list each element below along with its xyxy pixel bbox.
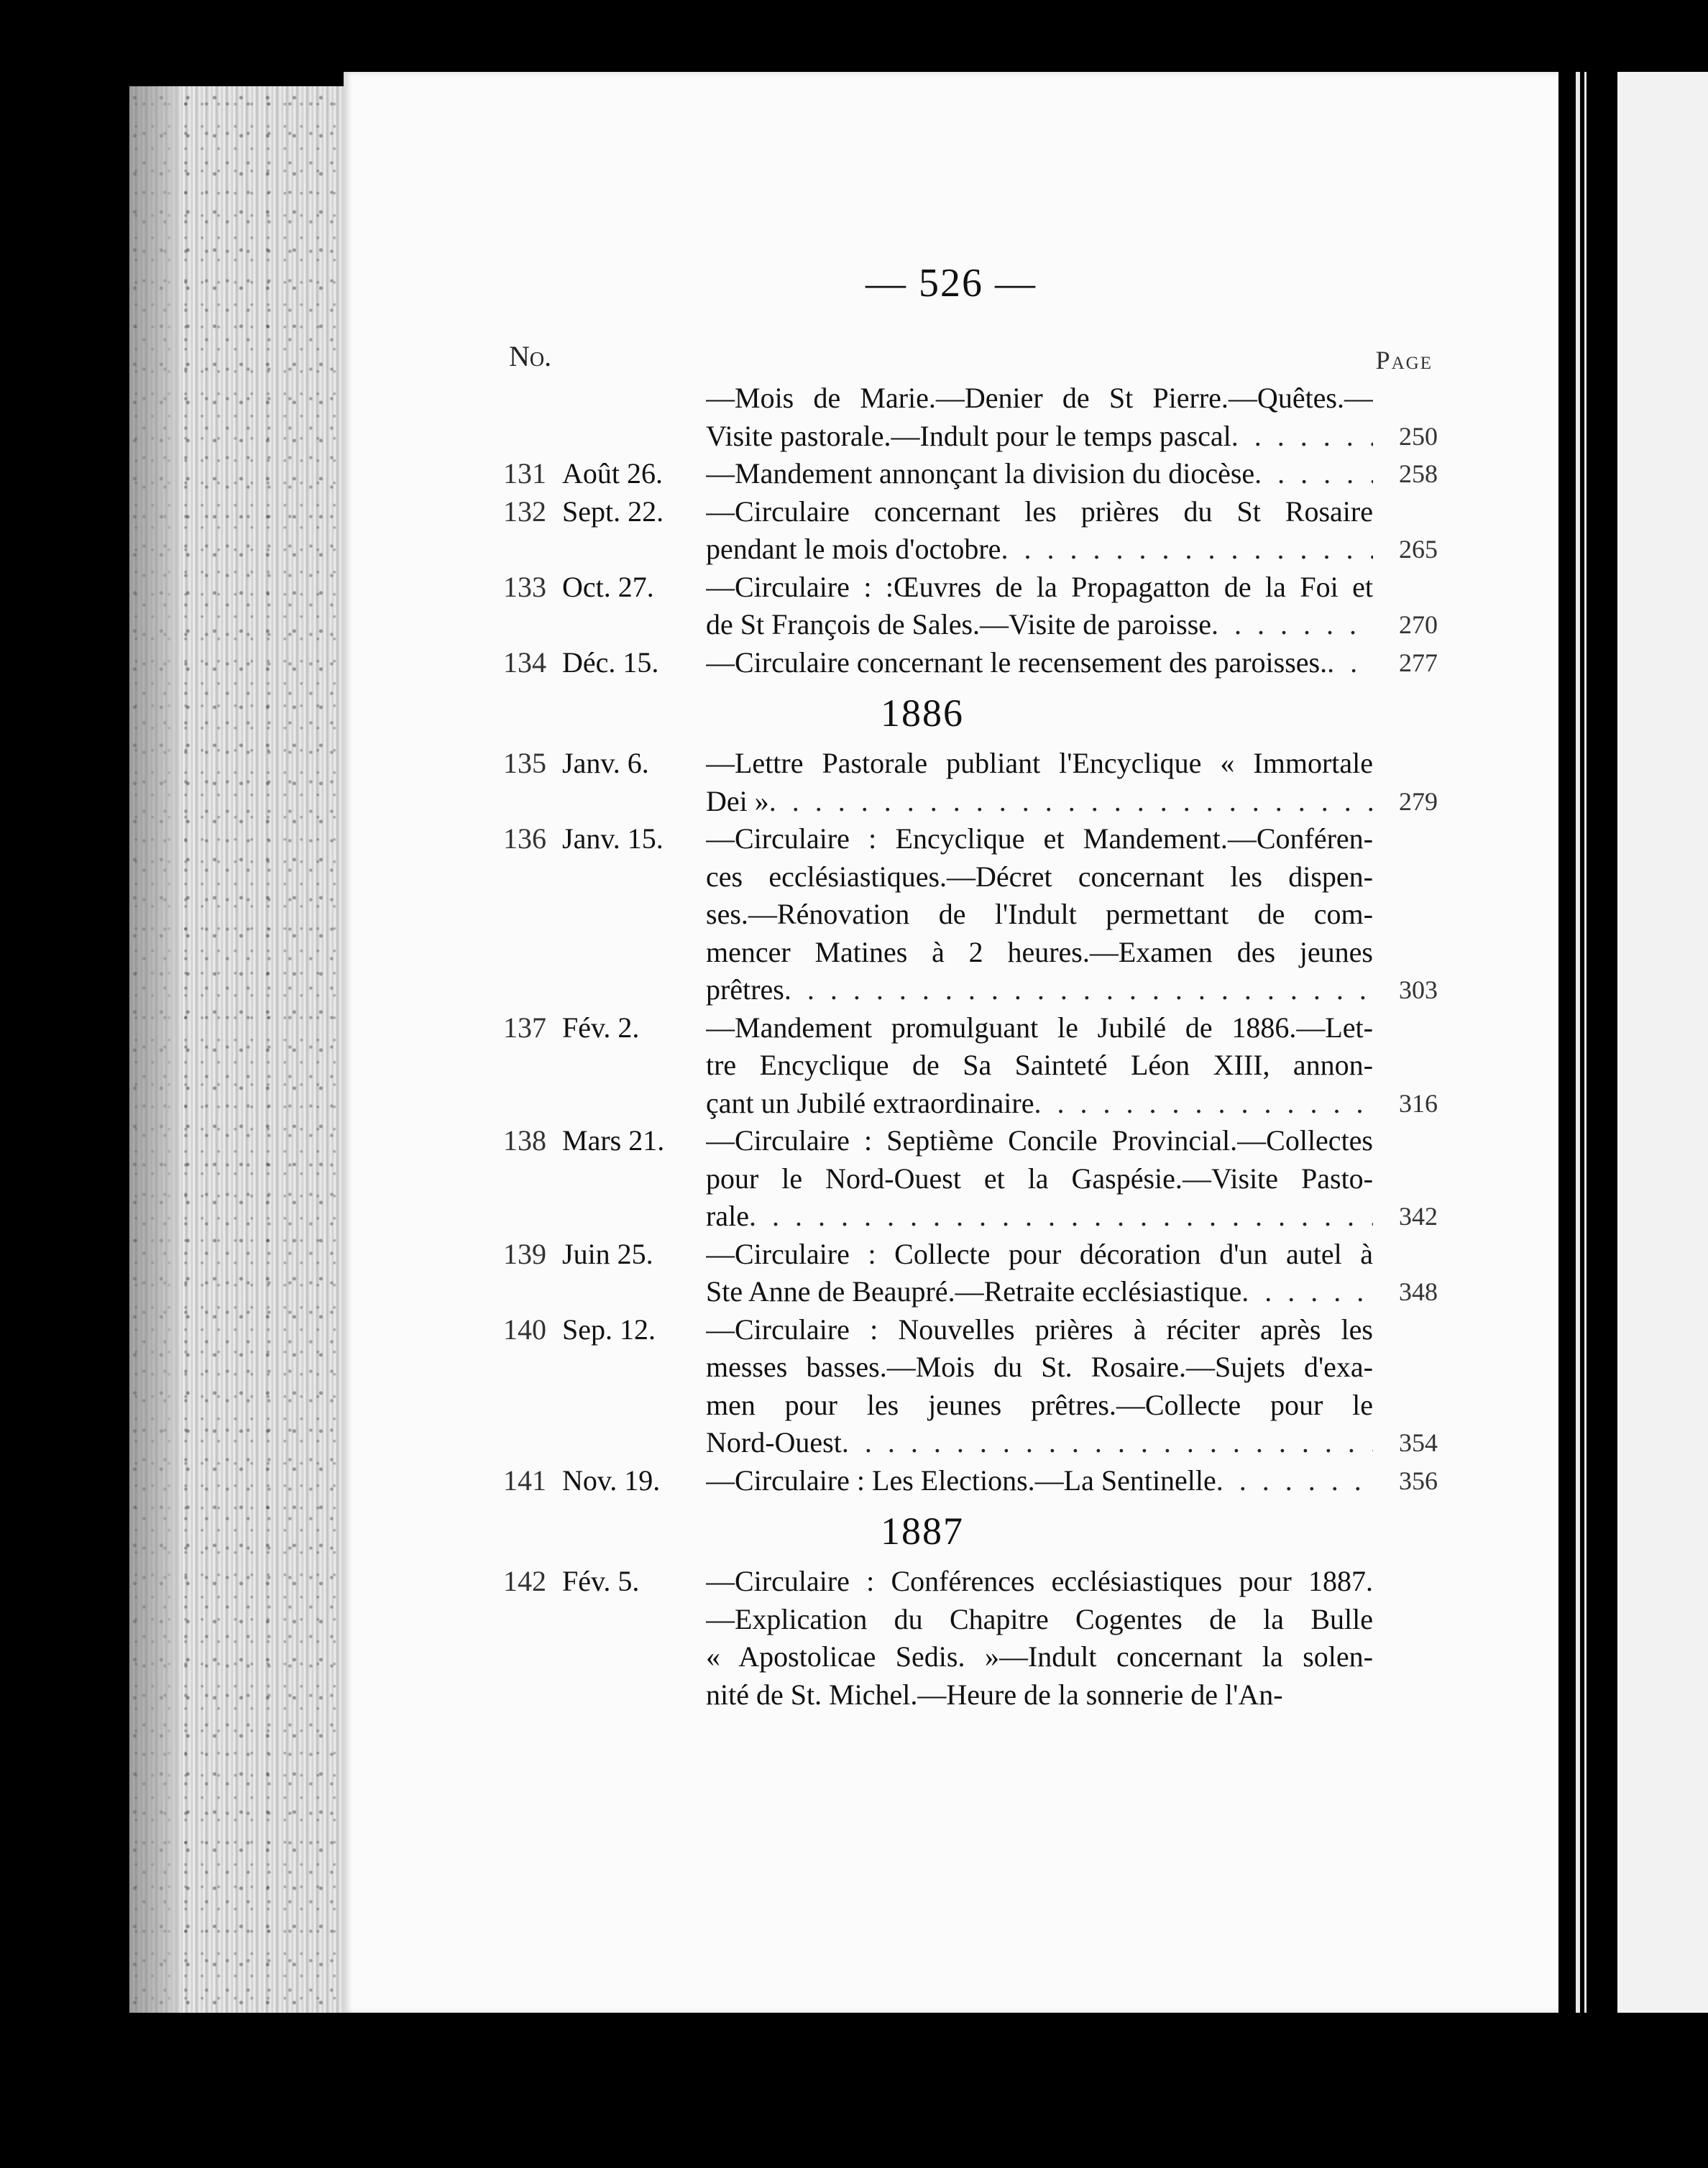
entry-title: ces ecclésiastiques.—Décret concernant les dispen- bbox=[706, 860, 1373, 893]
entry-indent bbox=[503, 606, 706, 644]
entry-page-number: 265 bbox=[1399, 535, 1438, 564]
toc-entry-line bbox=[503, 1085, 1438, 1123]
entry-page-number: 354 bbox=[1399, 1428, 1438, 1457]
toc-entry-line bbox=[503, 418, 1438, 456]
entry-number: 140 bbox=[503, 1313, 546, 1346]
entry-page-number: 270 bbox=[1399, 610, 1438, 639]
entry-indent bbox=[503, 1387, 706, 1425]
entry-title-text: —Circulaire concernant le recensement des paroisses. bbox=[706, 646, 1328, 679]
toc-entry-line bbox=[503, 745, 1438, 783]
entry-page-number bbox=[1373, 1122, 1438, 1160]
toc-entry-line bbox=[503, 1198, 1438, 1236]
entry-page-number bbox=[1373, 1311, 1438, 1349]
dot-leader bbox=[1241, 1273, 1373, 1311]
entry-title bbox=[706, 1273, 1373, 1311]
entry-date: Sep. 12. bbox=[562, 1313, 656, 1346]
entry-number: 142 bbox=[503, 1565, 546, 1597]
toc-entry-line bbox=[503, 1387, 1438, 1425]
toc-entry-line bbox=[503, 1424, 1438, 1462]
entry-title bbox=[706, 1424, 1373, 1462]
entry-indent bbox=[503, 1085, 706, 1123]
toc-entry bbox=[503, 569, 1438, 644]
entry-date: Janv. 6. bbox=[562, 747, 649, 779]
entry-number: 131 bbox=[503, 457, 546, 490]
entry-indent bbox=[503, 1349, 706, 1387]
entry-page-number: 258 bbox=[1399, 459, 1438, 488]
entry-title: messes basses.—Mois du St. Rosaire.—Sujets d'exa- bbox=[706, 1351, 1373, 1383]
entry-number: 133 bbox=[503, 570, 546, 603]
dot-leader bbox=[1216, 1462, 1373, 1500]
entry-number: 136 bbox=[503, 822, 546, 855]
entry-title-text: prêtres bbox=[706, 973, 784, 1006]
entry-indent bbox=[503, 1273, 706, 1311]
entry-page-number: 342 bbox=[1399, 1202, 1438, 1231]
toc-entry-line bbox=[503, 644, 1438, 682]
toc-entry-line bbox=[503, 569, 1438, 607]
entry-page-number bbox=[1373, 1236, 1438, 1274]
entry-title: —Circulaire : Collecte pour décoration d'un autel à bbox=[706, 1237, 1373, 1270]
entry-title: pour le Nord-Ouest et la Gaspésie.—Visite Pasto- bbox=[706, 1162, 1373, 1195]
toc-entry-line bbox=[503, 1563, 1438, 1601]
entry-page-number bbox=[1373, 1563, 1438, 1601]
entry-number: 135 bbox=[503, 747, 546, 779]
entry-title: —Circulaire : Encyclique et Mandement.—Conféren- bbox=[706, 822, 1373, 855]
entry-page-number bbox=[1373, 1387, 1438, 1425]
dot-leader bbox=[1001, 530, 1373, 569]
entry-title bbox=[706, 971, 1373, 1009]
toc-entry-line bbox=[503, 606, 1438, 644]
entry-title bbox=[706, 644, 1373, 682]
dot-leader bbox=[769, 783, 1373, 821]
entry-date: Sept. 22. bbox=[562, 495, 664, 528]
dot-leader bbox=[1254, 455, 1373, 493]
entry-page-number: 303 bbox=[1399, 975, 1438, 1004]
entry-title bbox=[706, 418, 1373, 456]
entry-indent bbox=[503, 896, 706, 934]
book-spine-shadow bbox=[129, 86, 180, 2013]
entry-date: Fév. 2. bbox=[562, 1011, 640, 1044]
entry-page-number: 279 bbox=[1399, 786, 1438, 816]
entry-title-text: Nord-Ouest bbox=[706, 1426, 842, 1459]
entry-indent bbox=[503, 1638, 706, 1676]
toc-entry bbox=[503, 820, 1438, 1009]
entry-title-text: Ste Anne de Beaupré.—Retraite ecclésiastique bbox=[706, 1275, 1242, 1308]
toc-entry bbox=[503, 1009, 1438, 1123]
entry-title: « Apostolicae Sedis. »—Indult concernant la solen- bbox=[706, 1640, 1373, 1673]
toc-entry-line bbox=[503, 1236, 1438, 1274]
entry-date: Juin 25. bbox=[562, 1237, 653, 1270]
year-heading: 1886 bbox=[881, 692, 964, 735]
toc-entry-line bbox=[503, 455, 1438, 493]
entry-indent bbox=[503, 971, 706, 1009]
entry-indent bbox=[503, 1424, 706, 1462]
toc-entry bbox=[503, 644, 1438, 682]
entry-title: tre Encyclique de Sa Sainteté Léon XIII, annon- bbox=[706, 1049, 1373, 1081]
entry-title bbox=[706, 455, 1373, 493]
dot-leader bbox=[842, 1424, 1373, 1462]
entry-indent bbox=[503, 530, 706, 569]
entry-date: Août 26. bbox=[562, 457, 663, 490]
toc-entry-line bbox=[503, 896, 1438, 934]
toc-entry bbox=[503, 1563, 1438, 1714]
entry-title: —Lettre Pastorale publiant l'Encyclique « Immortale bbox=[706, 747, 1373, 779]
toc-entry bbox=[503, 493, 1438, 569]
entry-page-number bbox=[1373, 493, 1438, 531]
entry-indent bbox=[503, 1047, 706, 1085]
toc-entry-line bbox=[503, 1638, 1438, 1676]
entry-page-number bbox=[1373, 1601, 1438, 1639]
toc-entry-line bbox=[503, 1160, 1438, 1198]
entry-page-number bbox=[1373, 858, 1438, 896]
toc-entry-line bbox=[503, 820, 1438, 858]
entry-title: —Circulaire : Nouvelles prières à réciter après les bbox=[706, 1313, 1373, 1346]
column-header-page: Page bbox=[1375, 346, 1433, 375]
entry-page-number: 348 bbox=[1399, 1277, 1438, 1306]
entry-number bbox=[503, 380, 562, 418]
entry-title-text: çant un Jubilé extraordinaire bbox=[706, 1086, 1034, 1119]
entry-page-number bbox=[1373, 380, 1438, 418]
entry-page-number bbox=[1373, 745, 1438, 783]
toc-entry bbox=[503, 380, 1438, 455]
entry-title: —Circulaire : :Œuvres de la Propagatton de la Foi et bbox=[706, 570, 1373, 603]
entry-title-text: Visite pastorale.—Indult pour le temps pascal bbox=[706, 419, 1231, 452]
entry-number: 134 bbox=[503, 646, 546, 679]
toc-entry-line bbox=[503, 1009, 1438, 1047]
entry-page-number bbox=[1373, 1638, 1438, 1676]
toc-entry-line bbox=[503, 858, 1438, 896]
entry-title-text: Dei » bbox=[706, 784, 769, 817]
entry-title bbox=[706, 783, 1373, 821]
entry-date: Fév. 5. bbox=[562, 1565, 640, 1597]
toc-entry-line bbox=[503, 1122, 1438, 1160]
entry-page-number bbox=[1373, 1009, 1438, 1047]
toc-entry-line bbox=[503, 380, 1438, 418]
entry-date: Nov. 19. bbox=[562, 1464, 661, 1497]
toc-entry-line bbox=[503, 1349, 1438, 1387]
dot-leader bbox=[1211, 606, 1373, 644]
entry-indent bbox=[503, 1601, 706, 1639]
toc-entry bbox=[503, 1236, 1438, 1311]
entry-title: nité de St. Michel.—Heure de la sonnerie de l'An- bbox=[706, 1678, 1283, 1711]
entry-title bbox=[706, 530, 1373, 569]
entry-page-number bbox=[1373, 1047, 1438, 1085]
entry-title-text: —Mandement annonçant la division du diocèse bbox=[706, 457, 1255, 490]
entry-page-number bbox=[1373, 820, 1438, 858]
dot-leader bbox=[784, 971, 1373, 1009]
entry-page-number bbox=[1373, 1160, 1438, 1198]
toc-entry bbox=[503, 1122, 1438, 1236]
entry-indent bbox=[503, 783, 706, 821]
entry-page-number: 250 bbox=[1399, 421, 1438, 451]
entry-title bbox=[706, 1462, 1373, 1500]
entry-number: 141 bbox=[503, 1464, 546, 1497]
entry-page-number: 277 bbox=[1399, 648, 1438, 677]
entry-title: —Mois de Marie.—Denier de St Pierre.—Quêtes.— bbox=[706, 382, 1373, 414]
entry-title: —Circulaire : Septième Concile Provincial.—Collectes bbox=[706, 1124, 1373, 1157]
dot-leader bbox=[1034, 1085, 1373, 1123]
entry-indent bbox=[503, 1676, 706, 1714]
toc-entry-line bbox=[503, 1273, 1438, 1311]
toc-entry bbox=[503, 745, 1438, 820]
entry-indent bbox=[503, 858, 706, 896]
dot-leader bbox=[749, 1198, 1373, 1236]
entry-title: —Explication du Chapitre Cogentes de la Bulle bbox=[706, 1602, 1373, 1635]
dot-leader bbox=[1327, 644, 1373, 682]
entry-page-number bbox=[1373, 934, 1438, 972]
entry-indent bbox=[503, 418, 706, 456]
toc-entry-line bbox=[503, 1311, 1438, 1349]
entry-number: 138 bbox=[503, 1124, 546, 1157]
entry-title-text: —Circulaire : Les Elections.—La Sentinelle bbox=[706, 1464, 1216, 1497]
entry-title-text: de St François de Sales.—Visite de paroisse bbox=[706, 608, 1212, 640]
toc-entry bbox=[503, 1462, 1438, 1500]
toc-entry bbox=[503, 455, 1438, 493]
entry-page-number bbox=[1373, 1676, 1438, 1714]
entry-title: —Circulaire concernant les prières du St Rosaire bbox=[706, 495, 1373, 528]
page-number: — 526 — bbox=[866, 261, 1037, 306]
entry-title: —Circulaire : Conférences ecclésiastiques pour 1887. bbox=[706, 1565, 1373, 1597]
entry-title-text: rale bbox=[706, 1200, 749, 1232]
dot-leader bbox=[1231, 418, 1373, 456]
entry-indent bbox=[503, 1198, 706, 1236]
entry-title: men pour les jeunes prêtres.—Collecte pour le bbox=[706, 1388, 1373, 1421]
column-header-number: No. bbox=[509, 340, 552, 372]
entry-page-number bbox=[1373, 1349, 1438, 1387]
toc-entry-line bbox=[503, 1676, 1438, 1714]
toc-entry-line bbox=[503, 530, 1438, 569]
page-gutter bbox=[1560, 72, 1617, 2013]
entry-title-text: pendant le mois d'octobre bbox=[706, 533, 1001, 565]
entry-number: 132 bbox=[503, 495, 546, 528]
toc-entry-line bbox=[503, 783, 1438, 821]
table-of-contents bbox=[503, 380, 1438, 1714]
toc-entry-line bbox=[503, 1047, 1438, 1085]
entry-number: 139 bbox=[503, 1237, 546, 1270]
toc-entry-line bbox=[503, 1601, 1438, 1639]
entry-page-number: 316 bbox=[1399, 1088, 1438, 1118]
year-heading: 1887 bbox=[881, 1510, 964, 1553]
entry-page-number bbox=[1373, 896, 1438, 934]
entry-title: ses.—Rénovation de l'Indult permettant de com- bbox=[706, 898, 1373, 930]
book-page bbox=[344, 72, 1558, 2013]
entry-title bbox=[706, 606, 1373, 644]
entry-date: Janv. 15. bbox=[562, 822, 664, 855]
entry-title: mencer Matines à 2 heures.—Examen des jeunes bbox=[706, 935, 1373, 968]
entry-page-number bbox=[1373, 569, 1438, 607]
entry-title: —Mandement promulguant le Jubilé de 1886.—Let- bbox=[706, 1011, 1373, 1044]
entry-date bbox=[562, 380, 706, 418]
toc-entry bbox=[503, 1311, 1438, 1462]
toc-entry-line bbox=[503, 493, 1438, 531]
toc-entry-line bbox=[503, 971, 1438, 1009]
entry-indent bbox=[503, 1160, 706, 1198]
entry-date: Mars 21. bbox=[562, 1124, 665, 1157]
entry-title bbox=[706, 1085, 1373, 1123]
entry-date: Déc. 15. bbox=[562, 646, 659, 679]
entry-indent bbox=[503, 934, 706, 972]
toc-entry-line bbox=[503, 1462, 1438, 1500]
entry-date: Oct. 27. bbox=[562, 570, 654, 603]
toc-entry-line bbox=[503, 934, 1438, 972]
entry-title bbox=[706, 1198, 1373, 1236]
entry-number: 137 bbox=[503, 1011, 546, 1044]
entry-page-number: 356 bbox=[1399, 1466, 1438, 1495]
